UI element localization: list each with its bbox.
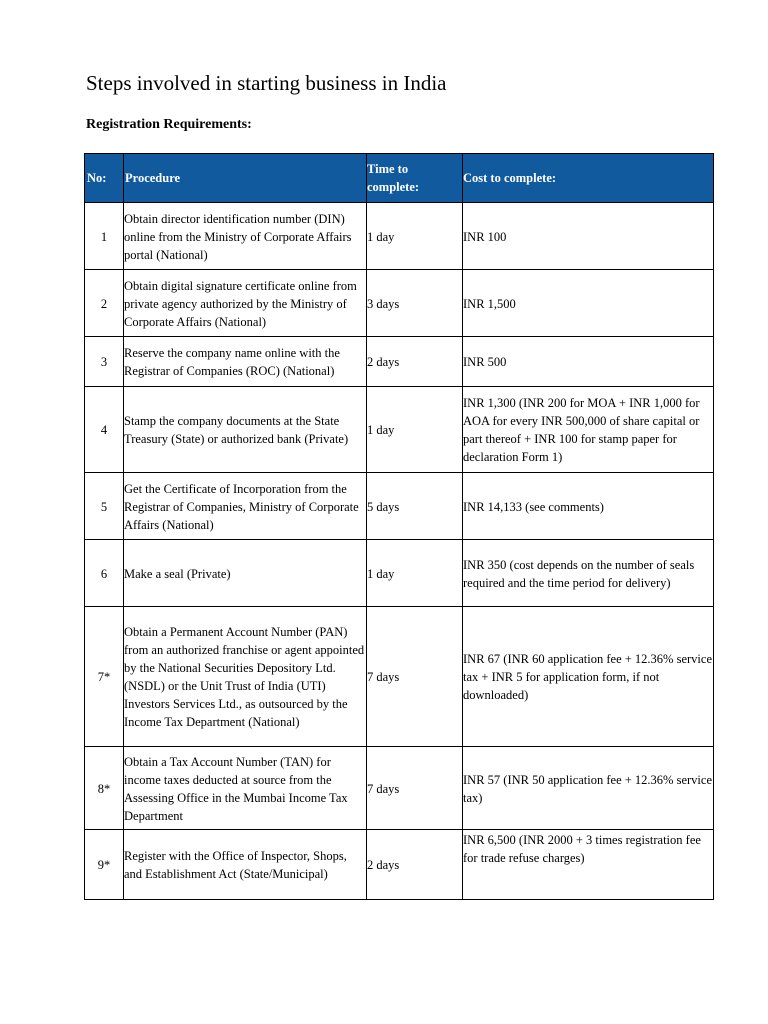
cell-no: 6 — [85, 540, 124, 607]
cell-procedure: Obtain a Permanent Account Number (PAN) from an authorized franchise or agent appointed by the National Securities Depository Ltd. (NSDL) or the Unit Trust of India (UTI) Investors Services Ltd., as outsourced by the Income Tax Department (National) — [124, 607, 367, 747]
cell-time: 7 days — [367, 607, 463, 747]
cell-procedure: Obtain director identification number (DIN) online from the Ministry of Corporate Affairs portal (National) — [124, 203, 367, 270]
cell-cost: INR 1,300 (INR 200 for MOA + INR 1,000 for AOA for every INR 500,000 of share capital or part thereof + INR 100 for stamp paper for declaration Form 1) — [463, 387, 714, 473]
table-row — [85, 540, 714, 607]
cell-cost: INR 100 — [463, 203, 714, 270]
cell-no: 1 — [85, 203, 124, 270]
table-row — [85, 337, 714, 387]
header-cost: Cost to complete: — [463, 154, 714, 203]
cell-cost: INR 6,500 (INR 2000 + 3 times registration fee for trade refuse charges) — [463, 830, 714, 900]
header-no: No: — [85, 154, 124, 203]
cell-time: 2 days — [367, 337, 463, 387]
cell-cost: INR 350 (cost depends on the number of seals required and the time period for delivery) — [463, 540, 714, 607]
cell-cost: INR 1,500 — [463, 270, 714, 337]
table-header-row — [85, 154, 714, 203]
cell-no: 3 — [85, 337, 124, 387]
cell-procedure: Make a seal (Private) — [124, 540, 367, 607]
cell-procedure: Obtain digital signature certificate online from private agency authorized by the Ministry of Corporate Affairs (National) — [124, 270, 367, 337]
cell-procedure: Get the Certificate of Incorporation from the Registrar of Companies, Ministry of Corporate Affairs (National) — [124, 473, 367, 540]
cell-cost: INR 57 (INR 50 application fee + 12.36% service tax) — [463, 747, 714, 830]
cell-no: 4 — [85, 387, 124, 473]
cell-procedure: Register with the Office of Inspector, Shops, and Establishment Act (State/Municipal) — [124, 830, 367, 900]
cell-procedure: Stamp the company documents at the State Treasury (State) or authorized bank (Private) — [124, 387, 367, 473]
header-time: Time to complete: — [367, 154, 463, 203]
section-heading: Registration Requirements: — [86, 117, 252, 132]
cell-time: 1 day — [367, 387, 463, 473]
page-title: Steps involved in starting business in India — [86, 71, 447, 95]
cell-time: 3 days — [367, 270, 463, 337]
header-procedure: Procedure — [124, 154, 367, 203]
cell-no: 8* — [85, 747, 124, 830]
cell-no: 2 — [85, 270, 124, 337]
table-row — [85, 387, 714, 473]
registration-table — [84, 153, 714, 900]
cell-time: 7 days — [367, 747, 463, 830]
cell-no: 7* — [85, 607, 124, 747]
cell-time: 5 days — [367, 473, 463, 540]
cell-no: 9* — [85, 830, 124, 900]
cell-cost: INR 67 (INR 60 application fee + 12.36% service tax + INR 5 for application form, if not downloaded) — [463, 607, 714, 747]
table-row — [85, 473, 714, 540]
cell-procedure: Reserve the company name online with the Registrar of Companies (ROC) (National) — [124, 337, 367, 387]
table-row — [85, 747, 714, 830]
table-row — [85, 830, 714, 900]
cell-cost: INR 14,133 (see comments) — [463, 473, 714, 540]
cell-procedure: Obtain a Tax Account Number (TAN) for income taxes deducted at source from the Assessing Office in the Mumbai Income Tax Department — [124, 747, 367, 830]
table-row — [85, 203, 714, 270]
cell-time: 1 day — [367, 203, 463, 270]
cell-time: 2 days — [367, 830, 463, 900]
table-row — [85, 607, 714, 747]
cell-time: 1 day — [367, 540, 463, 607]
table-row — [85, 270, 714, 337]
cell-no: 5 — [85, 473, 124, 540]
cell-cost: INR 500 — [463, 337, 714, 387]
